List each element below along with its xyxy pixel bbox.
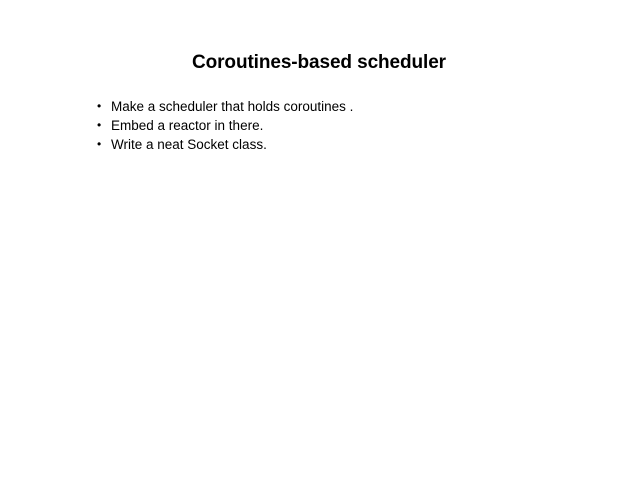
bullet-list xyxy=(97,97,353,154)
bullet-text: Write a neat Socket class. xyxy=(111,137,267,152)
bullet-item xyxy=(97,135,353,154)
bullet-text: Make a scheduler that holds coroutines . xyxy=(111,99,354,114)
bullet-dot-icon: • xyxy=(97,99,102,113)
slide-title: Coroutines-based scheduler xyxy=(192,52,446,73)
bullet-item xyxy=(97,116,353,135)
bullet-text: Embed a reactor in there. xyxy=(111,118,264,133)
bullet-dot-icon: • xyxy=(97,137,102,151)
bullet-dot-icon: • xyxy=(97,118,102,132)
bullet-item xyxy=(97,97,353,116)
